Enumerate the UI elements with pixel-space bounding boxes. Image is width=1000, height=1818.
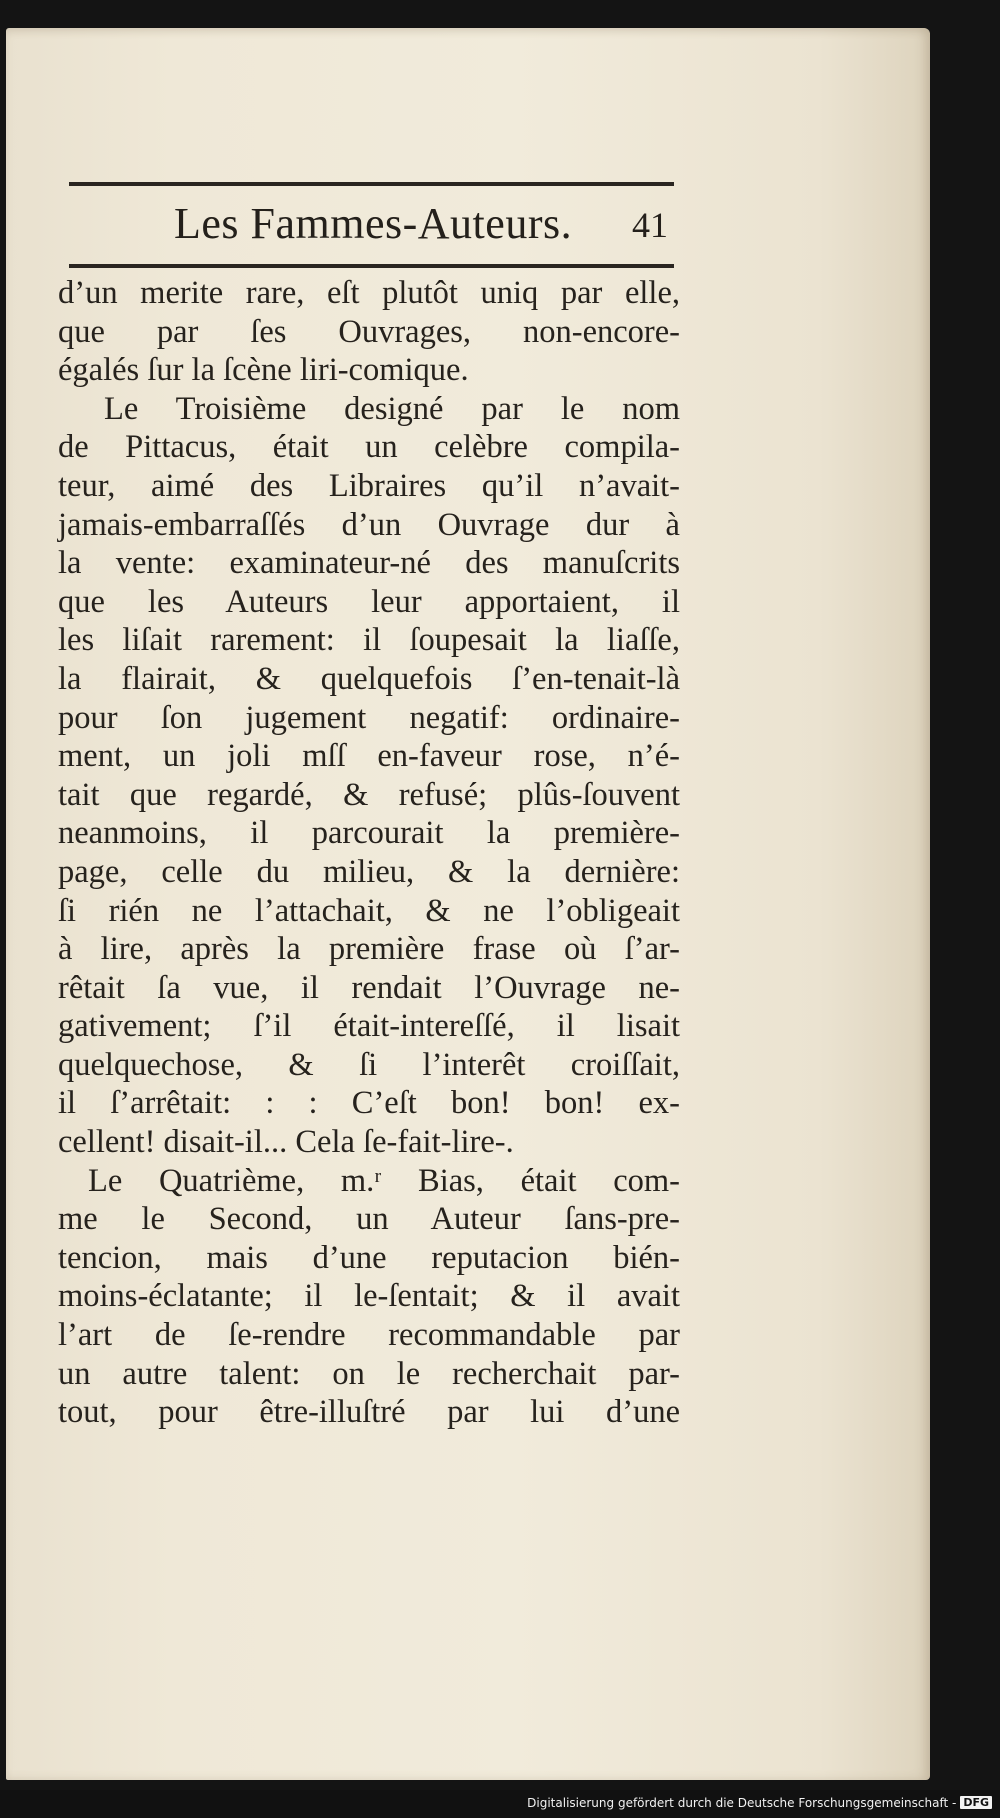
book-page [6,28,930,1780]
text-line: pour ſon jugement negatif: ordinaire- [58,699,680,736]
text-line: me le Second, un Auteur ſans-pre- [58,1201,680,1238]
text-line: neanmoins, il parcourait la première- [58,815,680,852]
dfg-logo: DFG [960,1796,992,1809]
text-line: Le Troisième designé par le nom [104,390,680,427]
text-line: jamais-embarraſſés d’un Ouvrage dur à [58,506,680,543]
header-rule-bottom [69,264,674,268]
text-line: l’art de ſe-rendre recommandable par [58,1317,680,1354]
body-text [58,274,680,1432]
digitization-credit [527,1796,992,1810]
text-line: tencion, mais d’une reputacion bién- [58,1239,680,1276]
text-line: rêtait ſa vue, il rendait l’Ouvrage ne- [58,969,680,1006]
text-line: à lire, après la première frase où ſ’ar- [58,931,680,968]
text-line: tout, pour être-illuſtré par lui d’une [58,1394,680,1431]
text-line: que par ſes Ouvrages, non-encore- [58,313,680,350]
credit-text: Digitalisierung gefördert durch die Deutsche Forschungsgemeinschaft - [527,1796,957,1810]
text-line: page, celle du milieu, & la dernière: [58,853,680,890]
text-line: cellent! disait-il... Cela ſe-fait-lire-. [58,1124,514,1161]
text-line: que les Auteurs leur apportaient, il [58,583,680,620]
text-line: ment, un joli mſſ en-faveur rose, n’é- [58,738,680,775]
header-rule-top [69,182,674,186]
page-number: 41 [632,205,668,245]
text-line: la vente: examinateur-né des manuſcrits [58,545,680,582]
text-line: égalés ſur la ſcène liri-comique. [58,352,469,389]
text-line: tait que regardé, & refusé; plûs-ſouvent [58,776,680,813]
text-line: il ſ’arrêtait: : : C’eſt bon! bon! ex- [58,1085,680,1122]
text-line: quelquechose, & ſi l’interêt croiſſait, [58,1046,680,1083]
running-head [69,194,674,260]
text-line: d’un merite rare, eſt plutôt uniq par elle, [58,275,680,311]
text-line: de Pittacus, était un celèbre compila- [58,429,680,466]
text-line: gativement; ſ’il était-intereſſé, il lisait [58,1008,680,1045]
text-line: la flairait, & quelquefois ſ’en-tenait-là [58,660,680,697]
text-line: ſi rién ne l’attachait, & ne l’obligeait [58,892,680,929]
text-line: un autre talent: on le recherchait par- [58,1355,680,1392]
text-line: moins-éclatante; il le-ſentait; & il avait [58,1278,680,1315]
text-line: les liſait rarement: il ſoupesait la liaſſe, [58,622,680,659]
text-line: Le Quatrième, m.ʳ Bias, était com- [88,1162,680,1199]
running-title: Les Fammes-Auteurs. [174,199,573,248]
text-line: teur, aimé des Libraires qu’il n’avait- [58,467,680,504]
